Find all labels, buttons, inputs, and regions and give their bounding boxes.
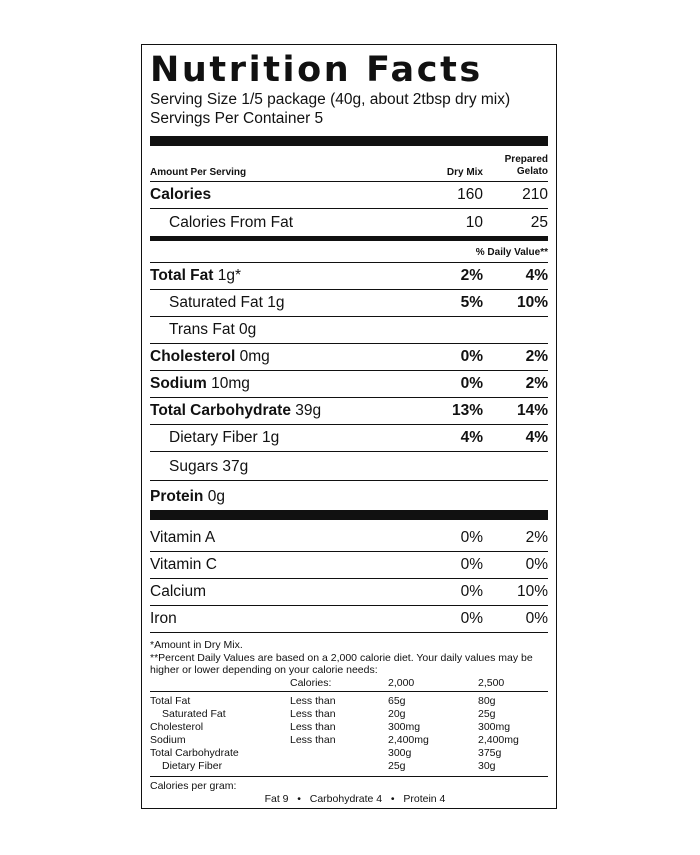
nutrient-row-sugars: Sugars 37g <box>150 452 548 481</box>
thick-divider-vitamins <box>150 510 548 520</box>
footnote-daily: **Percent Daily Values are based on a 2,000 calorie diet. Your daily values may be higher or lower depending on your calorie needs: <box>150 651 533 676</box>
daily-value-header: % Daily Value** <box>150 241 548 263</box>
nutrient-row-total-carbohydrate: Total Carbohydrate 39g 13% 14% <box>150 398 548 425</box>
footer-row-saturated-fat: Saturated Fat Less than 20g 25g <box>162 707 496 720</box>
footer-table-header: Calories: 2,000 2,500 <box>150 677 548 692</box>
calories-per-gram-values: Fat 9 • Carbohydrate 4 • Protein 4 <box>264 792 446 805</box>
vitamin-row-c: Vitamin C 0% 0% <box>150 552 548 579</box>
footnote-amount: *Amount in Dry Mix. <box>150 639 243 651</box>
amount-header-row <box>150 146 548 182</box>
vitamin-row-calcium: Calcium 0% 10% <box>150 579 548 606</box>
label-title: Nutrition Facts <box>150 50 483 90</box>
footer-row-dietary-fiber: Dietary Fiber 25g 30g <box>162 759 496 772</box>
serving-size: Serving Size 1/5 package (40g, about 2tbsp dry mix) <box>150 91 511 108</box>
footer-row-cholesterol: Cholesterol Less than 300mg 300mg <box>150 720 511 733</box>
calories-label: Calories <box>150 186 212 203</box>
amount-per-serving-label: Amount Per Serving <box>150 167 247 178</box>
nutrition-facts-label <box>141 44 557 809</box>
calories-dry: 160 <box>457 186 483 203</box>
vitamin-row-a: Vitamin A 0% 2% <box>150 520 548 552</box>
nutrient-row-saturated-fat: Saturated Fat 1g 5% 10% <box>150 290 548 317</box>
vitamin-row-iron: Iron 0% 0% <box>150 606 548 633</box>
calories-per-gram <box>150 777 548 806</box>
nutrient-row-cholesterol: Cholesterol 0mg 0% 2% <box>150 344 548 371</box>
calories-prepared: 210 <box>522 186 548 203</box>
prepared-gelato-header: Prepared Gelato <box>504 154 548 177</box>
servings-per-container: Servings Per Container 5 <box>150 110 324 127</box>
dry-mix-header: Dry Mix <box>446 167 483 178</box>
nutrient-row-dietary-fiber: Dietary Fiber 1g 4% 4% <box>150 425 548 452</box>
footer-row-total-fat: Total Fat Less than 65g 80g <box>150 694 496 707</box>
footnotes <box>150 633 548 677</box>
calories-from-fat-prepared: 25 <box>530 214 548 231</box>
nutrient-row-total-fat: Total Fat 1g* 2% 4% <box>150 263 548 290</box>
calories-row <box>150 182 548 209</box>
calories-from-fat-row <box>150 209 548 236</box>
footer-row-total-carbohydrate: Total Carbohydrate 300g 375g <box>150 746 502 759</box>
footer-row-sodium: Sodium Less than 2,400mg 2,400mg <box>150 733 519 746</box>
calories-from-fat-dry: 10 <box>465 214 483 231</box>
calories-from-fat-label: Calories From Fat <box>169 214 294 231</box>
thick-divider <box>150 136 548 146</box>
footer-table <box>150 692 548 777</box>
nutrient-row-protein: Protein 0g <box>150 488 225 505</box>
nutrient-row-trans-fat: Trans Fat 0g <box>150 317 548 344</box>
calories-per-gram-label: Calories per gram: <box>150 779 237 792</box>
nutrient-row-sodium: Sodium 10mg 0% 2% <box>150 371 548 398</box>
